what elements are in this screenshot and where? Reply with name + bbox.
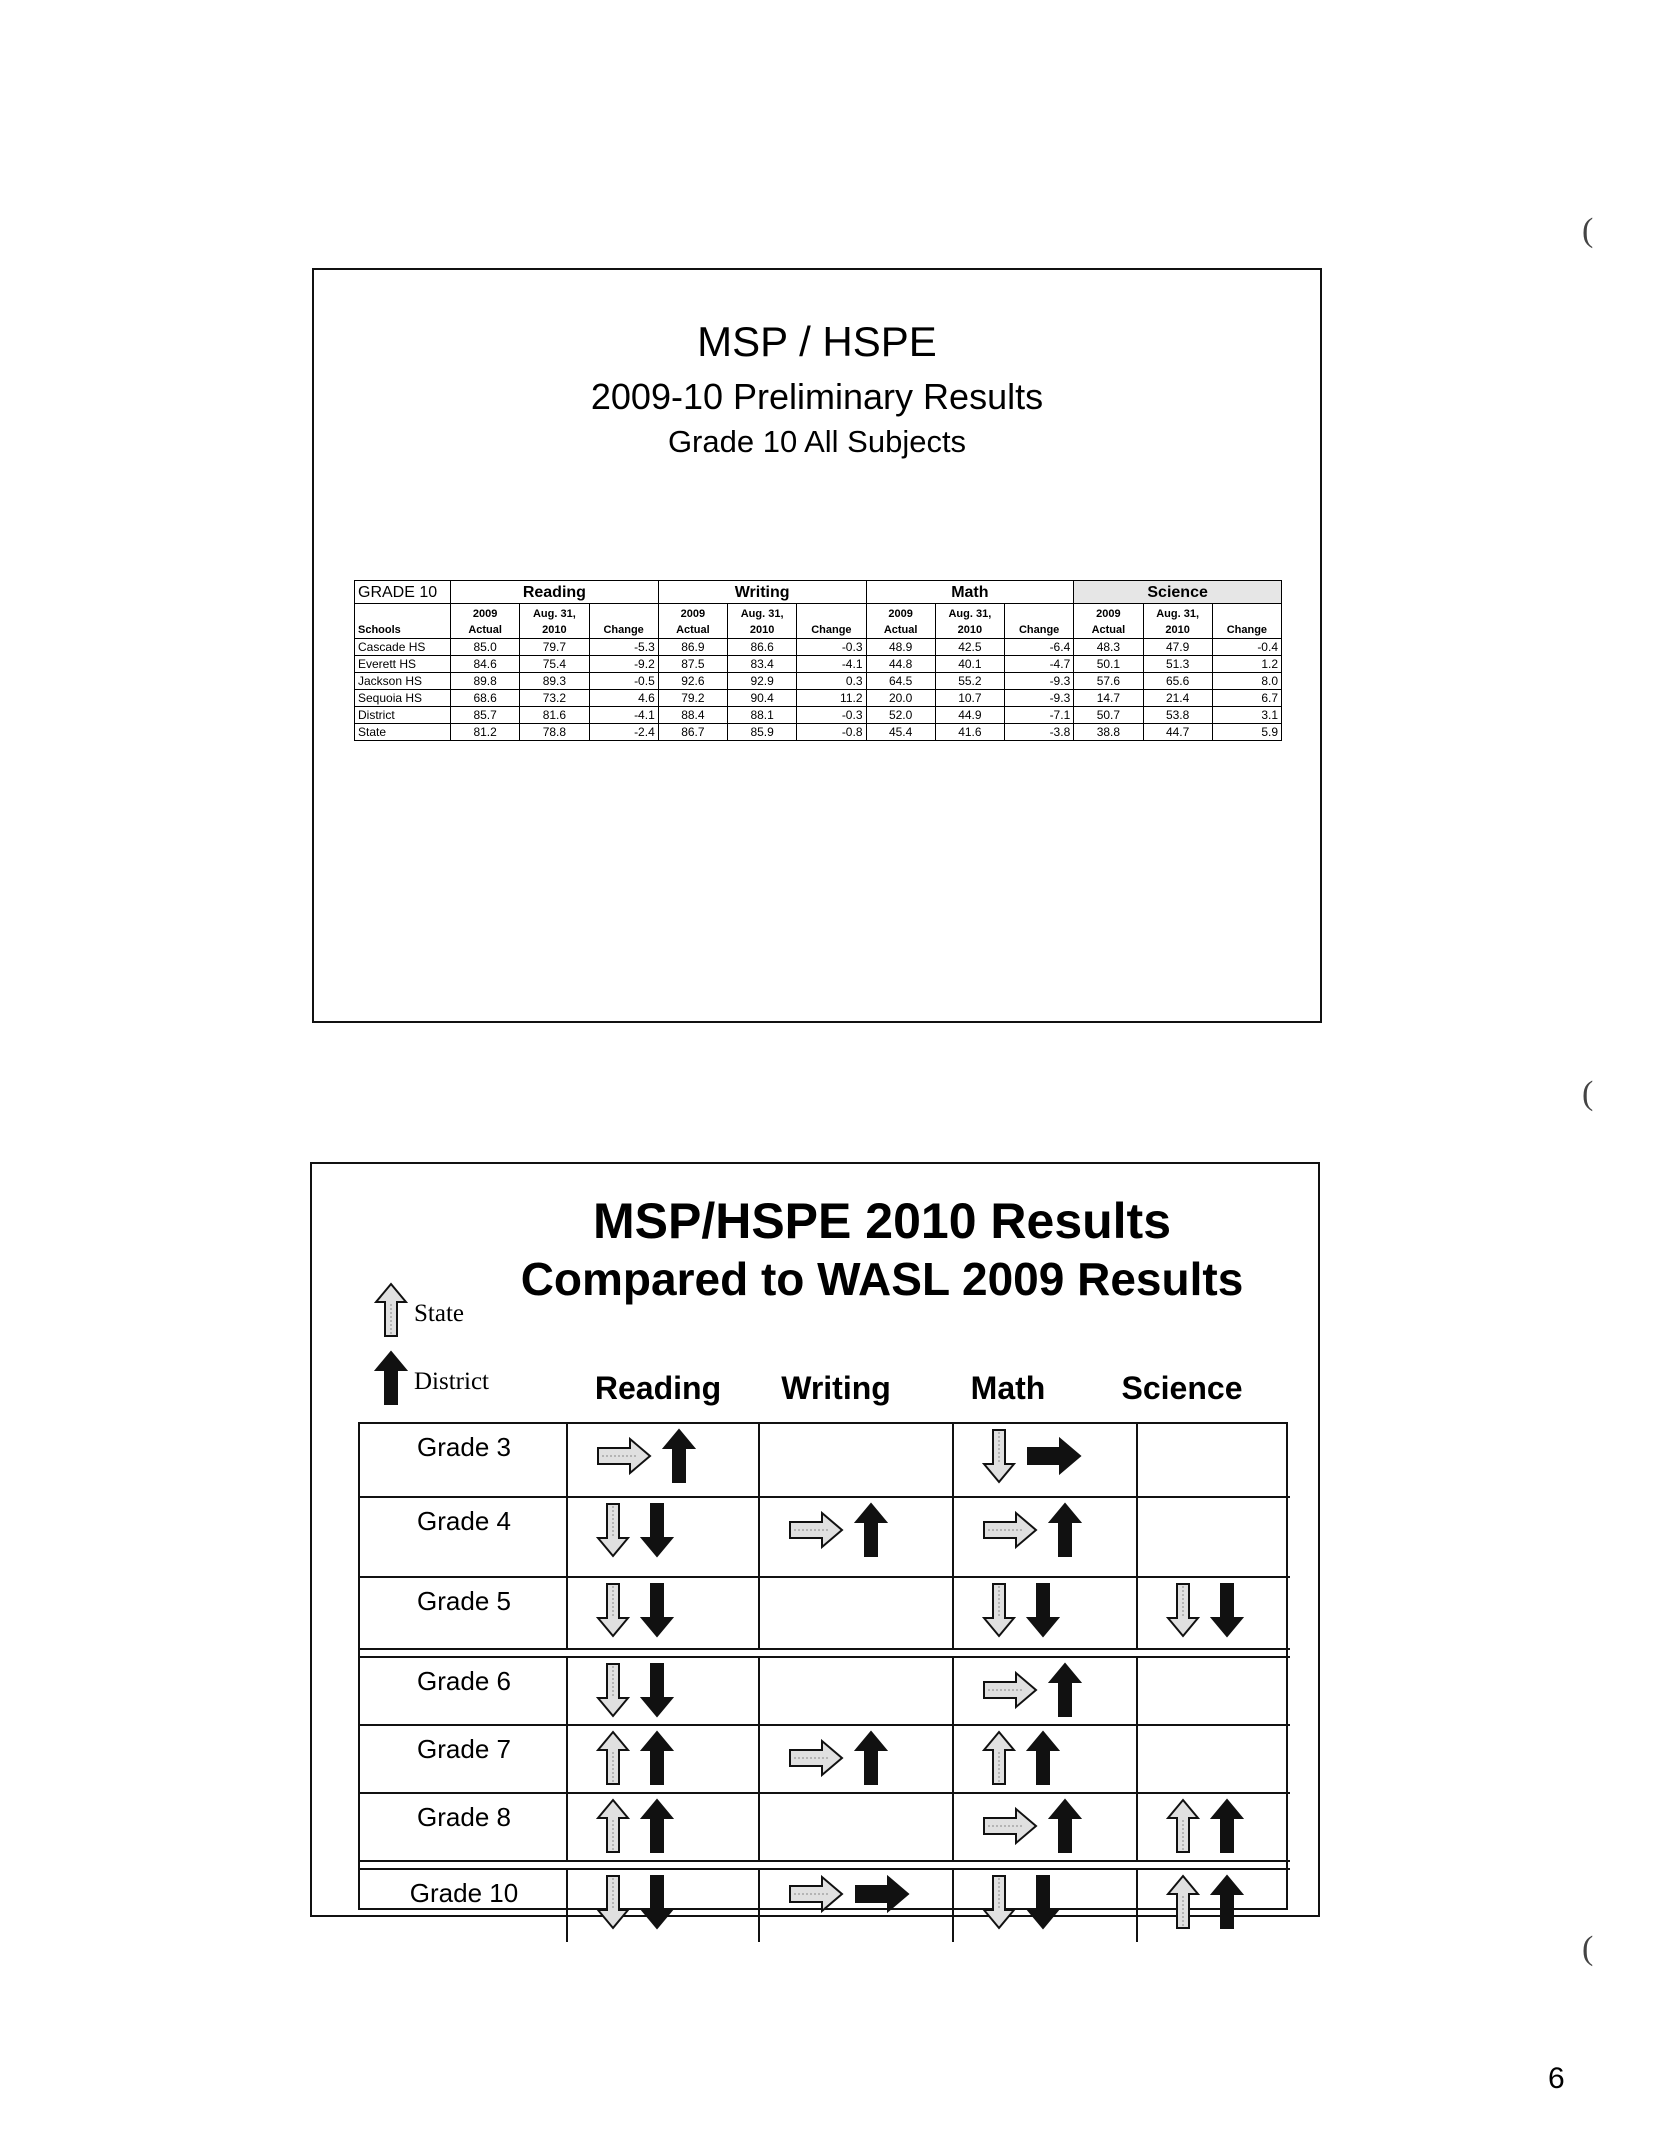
grid-row: [360, 1724, 1290, 1794]
down-arrow-light-icon: [982, 1428, 1016, 1484]
subject-header-science: Science: [1074, 581, 1282, 604]
col-change: Change: [1212, 604, 1281, 639]
col-aug-2010: Aug. 31, 2010: [728, 604, 797, 639]
margin-mark: (: [1582, 1930, 1594, 1967]
grid-cell: [760, 1578, 954, 1650]
table-cell: 78.8: [520, 724, 589, 741]
table-cell: 41.6: [935, 724, 1004, 741]
subject-header-math: Math: [866, 581, 1074, 604]
table-cell: -7.1: [1005, 707, 1074, 724]
column-header-science: Science: [1121, 1370, 1243, 1406]
table-cell: 84.6: [451, 656, 520, 673]
table-cell: 51.3: [1143, 656, 1212, 673]
school-name: Everett HS: [355, 656, 451, 673]
right-arrow-light-icon: [788, 1874, 844, 1914]
table-cell: 42.5: [935, 639, 1004, 656]
down-arrow-light-icon: [982, 1582, 1016, 1638]
table-cell: 21.4: [1143, 690, 1212, 707]
table-cell: 86.9: [658, 639, 727, 656]
up-arrow-light-icon: [596, 1730, 630, 1786]
page-number: 6: [1548, 2062, 1565, 2095]
table-cell: -0.8: [797, 724, 866, 741]
table-cell: -3.8: [1005, 724, 1074, 741]
down-arrow-light-icon: [596, 1662, 630, 1718]
table-cell: 44.9: [935, 707, 1004, 724]
table-cell: 57.6: [1074, 673, 1143, 690]
right-arrow-dark-icon: [854, 1874, 910, 1914]
down-arrow-dark-icon: [640, 1582, 674, 1638]
slide1-subtitle2: Grade 10 All Subjects: [667, 424, 967, 459]
arrow-pair-math: [982, 1730, 1070, 1786]
table-cell: 73.2: [520, 690, 589, 707]
table-cell: -9.2: [589, 656, 658, 673]
col-change: Change: [797, 604, 866, 639]
arrow-pair-writing: [788, 1502, 898, 1558]
table-cell: 4.6: [589, 690, 658, 707]
table-cell: 86.6: [728, 639, 797, 656]
column-header-writing: Writing: [781, 1370, 891, 1406]
table-cell: -4.7: [1005, 656, 1074, 673]
school-name: Sequoia HS: [355, 690, 451, 707]
slide1-subtitle: 2009-10 Preliminary Results: [590, 376, 1044, 417]
table-cell: 81.2: [451, 724, 520, 741]
table-cell: 81.6: [520, 707, 589, 724]
table-cell: 87.5: [658, 656, 727, 673]
grid-row: [360, 1792, 1290, 1862]
arrow-pair-science: [1166, 1582, 1254, 1638]
table-cell: 90.4: [728, 690, 797, 707]
comparison-grid: [358, 1422, 1288, 1910]
table-cell: -9.3: [1005, 690, 1074, 707]
table-cell: -9.3: [1005, 673, 1074, 690]
up-arrow-dark-icon: [662, 1428, 696, 1484]
table-cell: 65.6: [1143, 673, 1212, 690]
slide1-title: MSP / HSPE: [697, 318, 937, 365]
grid-row: [360, 1656, 1290, 1726]
col-2009-actual: 2009 Actual: [866, 604, 935, 639]
subject-header-writing: Writing: [658, 581, 866, 604]
arrow-pair-reading: [596, 1798, 684, 1854]
table-row: [355, 673, 1282, 690]
table-cell: 79.7: [520, 639, 589, 656]
table-cell: -4.1: [797, 656, 866, 673]
up-arrow-dark-icon: [1048, 1798, 1082, 1854]
right-arrow-light-icon: [982, 1510, 1038, 1550]
col-2009-actual: 2009 Actual: [1074, 604, 1143, 639]
slide-msp-hspe-preliminary: [312, 268, 1322, 1023]
up-arrow-dark-icon: [1048, 1502, 1082, 1558]
arrow-pair-reading: [596, 1874, 684, 1930]
arrow-pair-reading: [596, 1428, 706, 1484]
col-change: Change: [1005, 604, 1074, 639]
table-cell: 0.3: [797, 673, 866, 690]
slide-results-comparison: [310, 1162, 1320, 1917]
up-arrow-dark-icon: [1026, 1730, 1060, 1786]
down-arrow-dark-icon: [640, 1662, 674, 1718]
table-cell: -5.3: [589, 639, 658, 656]
table-cell: 68.6: [451, 690, 520, 707]
table-cell: 92.9: [728, 673, 797, 690]
table-cell: 40.1: [935, 656, 1004, 673]
up-arrow-light-icon: [1166, 1874, 1200, 1930]
grade-label: Grade 10: [409, 1878, 519, 1908]
table-cell: 89.3: [520, 673, 589, 690]
up-arrow-dark-icon: [854, 1502, 888, 1558]
down-arrow-dark-icon: [640, 1874, 674, 1930]
grade-label: GRADE 10: [355, 581, 451, 604]
table-cell: 53.8: [1143, 707, 1212, 724]
legend-district-label: District: [414, 1367, 489, 1395]
arrow-pair-science: [1166, 1874, 1254, 1930]
table-cell: 79.2: [658, 690, 727, 707]
table-cell: -0.5: [589, 673, 658, 690]
up-arrow-light-icon: [374, 1282, 414, 1345]
col-2009-actual: 2009 Actual: [451, 604, 520, 639]
arrow-pair-reading: [596, 1582, 684, 1638]
grade-label: Grade 3: [417, 1432, 511, 1462]
up-arrow-light-icon: [982, 1730, 1016, 1786]
school-name: State: [355, 724, 451, 741]
table-cell: 20.0: [866, 690, 935, 707]
up-arrow-dark-icon: [640, 1730, 674, 1786]
col-aug-2010: Aug. 31, 2010: [520, 604, 589, 639]
table-cell: 85.7: [451, 707, 520, 724]
right-arrow-light-icon: [982, 1806, 1038, 1846]
right-arrow-dark-icon: [1026, 1436, 1082, 1476]
up-arrow-dark-icon: [854, 1730, 888, 1786]
school-name: Jackson HS: [355, 673, 451, 690]
col-2009-actual: 2009 Actual: [658, 604, 727, 639]
down-arrow-light-icon: [596, 1502, 630, 1558]
up-arrow-dark-icon: [1210, 1874, 1244, 1930]
up-arrow-dark-icon: [1210, 1798, 1244, 1854]
down-arrow-light-icon: [596, 1874, 630, 1930]
table-cell: 52.0: [866, 707, 935, 724]
arrow-pair-math: [982, 1874, 1070, 1930]
legend-state-label: State: [414, 1299, 464, 1327]
arrow-pair-science: [1166, 1798, 1254, 1854]
down-arrow-dark-icon: [1026, 1582, 1060, 1638]
table-cell: 5.9: [1212, 724, 1281, 741]
legend-state: [374, 1282, 464, 1345]
arrow-pair-math: [982, 1798, 1092, 1854]
table-cell: 75.4: [520, 656, 589, 673]
arrow-pair-reading: [596, 1502, 684, 1558]
grid-row: [360, 1868, 1290, 1942]
grid-row: [360, 1496, 1290, 1578]
table-cell: 64.5: [866, 673, 935, 690]
table-cell: 6.7: [1212, 690, 1281, 707]
right-arrow-light-icon: [982, 1670, 1038, 1710]
table-cell: 45.4: [866, 724, 935, 741]
table-cell: -2.4: [589, 724, 658, 741]
right-arrow-light-icon: [788, 1738, 844, 1778]
arrow-pair-writing: [788, 1730, 898, 1786]
table-cell: 48.3: [1074, 639, 1143, 656]
table-cell: 88.4: [658, 707, 727, 724]
grade-label: Grade 4: [417, 1506, 511, 1536]
grade-label: Grade 7: [417, 1734, 511, 1764]
table-cell: 48.9: [866, 639, 935, 656]
table-cell: 92.6: [658, 673, 727, 690]
table-cell: 44.8: [866, 656, 935, 673]
table-cell: -0.3: [797, 639, 866, 656]
up-arrow-light-icon: [1166, 1798, 1200, 1854]
grid-cell: [760, 1794, 954, 1862]
table-row: [355, 690, 1282, 707]
arrow-pair-reading: [596, 1730, 684, 1786]
table-cell: -0.4: [1212, 639, 1281, 656]
table-cell: 86.7: [658, 724, 727, 741]
arrow-pair-math: [982, 1502, 1092, 1558]
col-aug-2010: Aug. 31, 2010: [1143, 604, 1212, 639]
arrow-pair-math: [982, 1662, 1092, 1718]
up-arrow-dark-icon: [374, 1350, 414, 1413]
table-cell: 11.2: [797, 690, 866, 707]
arrow-pair-math: [982, 1582, 1070, 1638]
table-cell: 10.7: [935, 690, 1004, 707]
school-name: District: [355, 707, 451, 724]
column-header-math: Math: [970, 1370, 1046, 1406]
down-arrow-dark-icon: [1210, 1582, 1244, 1638]
up-arrow-dark-icon: [1048, 1662, 1082, 1718]
slide2-title-line1: MSP/HSPE 2010 Results: [592, 1193, 1172, 1249]
table-cell: 50.1: [1074, 656, 1143, 673]
arrow-pair-writing: [788, 1874, 920, 1914]
table-cell: 38.8: [1074, 724, 1143, 741]
grade-label: Grade 6: [417, 1666, 511, 1696]
table-cell: 50.7: [1074, 707, 1143, 724]
table-cell: 89.8: [451, 673, 520, 690]
schools-header: Schools: [355, 604, 451, 639]
down-arrow-light-icon: [1166, 1582, 1200, 1638]
legend-district: [374, 1350, 489, 1413]
table-cell: 8.0: [1212, 673, 1281, 690]
table-row: [355, 707, 1282, 724]
up-arrow-light-icon: [374, 1282, 408, 1338]
school-name: Cascade HS: [355, 639, 451, 656]
table-cell: -0.3: [797, 707, 866, 724]
table-row: [355, 639, 1282, 656]
arrow-pair-reading: [596, 1662, 684, 1718]
table-cell: 1.2: [1212, 656, 1281, 673]
right-arrow-light-icon: [788, 1510, 844, 1550]
grid-row: [360, 1424, 1290, 1496]
slide2-title-line2: Compared to WASL 2009 Results: [520, 1253, 1244, 1305]
arrow-pair-math: [982, 1428, 1092, 1484]
column-header-reading: Reading: [594, 1370, 722, 1406]
grid-cell: [760, 1424, 954, 1496]
subject-header-reading: Reading: [451, 581, 659, 604]
table-cell: 55.2: [935, 673, 1004, 690]
up-arrow-dark-icon: [374, 1350, 408, 1406]
down-arrow-dark-icon: [1026, 1874, 1060, 1930]
down-arrow-light-icon: [982, 1874, 1016, 1930]
grade-label: Grade 5: [417, 1586, 511, 1616]
table-cell: 85.9: [728, 724, 797, 741]
table-cell: 44.7: [1143, 724, 1212, 741]
table-cell: -6.4: [1005, 639, 1074, 656]
grid-row: [360, 1576, 1290, 1650]
down-arrow-light-icon: [596, 1582, 630, 1638]
col-change: Change: [589, 604, 658, 639]
table-cell: 83.4: [728, 656, 797, 673]
table-cell: 85.0: [451, 639, 520, 656]
table-row: [355, 656, 1282, 673]
col-aug-2010: Aug. 31, 2010: [935, 604, 1004, 639]
margin-mark: (: [1582, 212, 1594, 249]
grade-label: Grade 8: [417, 1802, 511, 1832]
table-cell: 14.7: [1074, 690, 1143, 707]
grid-cell: [760, 1658, 954, 1726]
table-cell: 88.1: [728, 707, 797, 724]
table-cell: -4.1: [589, 707, 658, 724]
down-arrow-dark-icon: [640, 1502, 674, 1558]
up-arrow-light-icon: [596, 1798, 630, 1854]
margin-mark: (: [1582, 1075, 1594, 1112]
right-arrow-light-icon: [596, 1436, 652, 1476]
table-cell: 3.1: [1212, 707, 1281, 724]
table-cell: 47.9: [1143, 639, 1212, 656]
results-table: [354, 580, 1282, 741]
table-row: [355, 724, 1282, 741]
up-arrow-dark-icon: [640, 1798, 674, 1854]
